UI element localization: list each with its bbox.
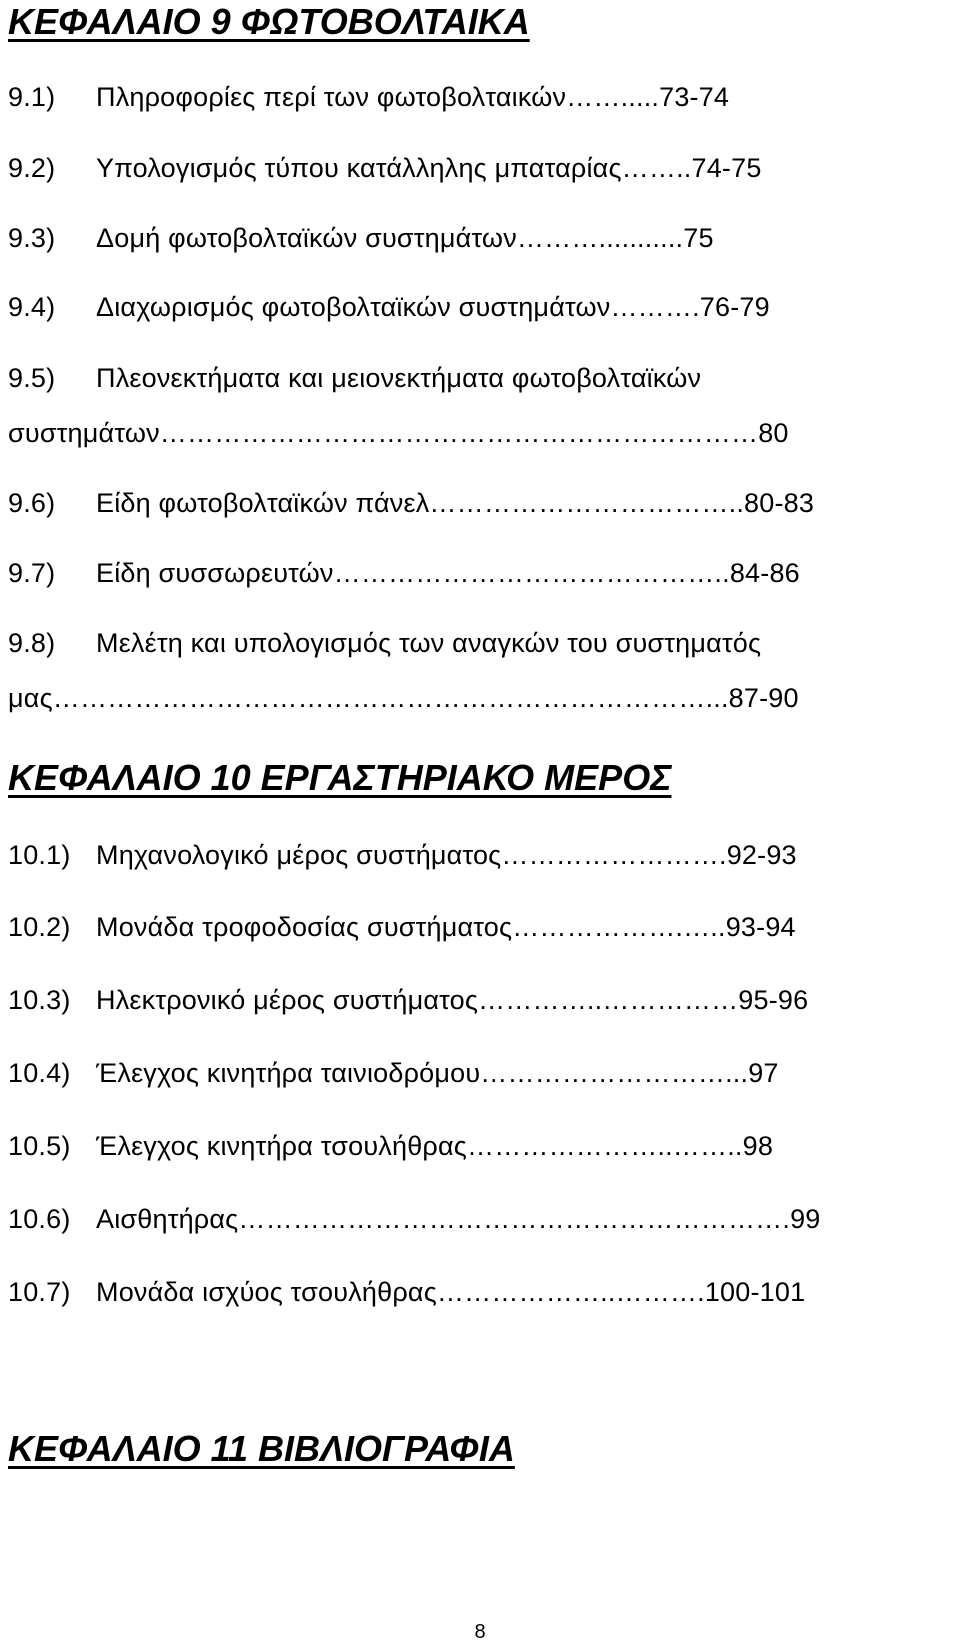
toc-entry-number: 10.2) [8,912,71,942]
toc-entry-text: Έλεγχος κινητήρα ταινιοδρόμου………………………...97 [96,1058,779,1088]
toc-entry-10-1 [8,842,797,869]
toc-entry-10-7 [8,1279,805,1306]
chapter-11-heading: ΚΕΦΑΛΑΙΟ 11 ΒΙΒΛΙΟΓΡΑΦΙΑ [8,1428,515,1469]
toc-entry-text: Δομή φωτοβολταϊκών συστημάτων………...........75 [96,223,714,253]
toc-entry-text: Είδη φωτοβολταϊκών πάνελ……………………………..80-83 [96,488,815,518]
toc-entry-number: 9.6) [8,488,56,518]
toc-entry-number: 10.5) [8,1131,71,1161]
page-number: 8 [474,1621,486,1643]
toc-entry-9-2 [8,155,762,182]
toc-entry-9-8-continuation: μας………………………………………………………………...87-90 [8,683,799,713]
toc-entry-text: Μηχανολογικό μέρος συστήματος…………………….92-93 [96,840,797,870]
chapter-10-heading: ΚΕΦΑΛΑΙΟ 10 ΕΡΓΑΣΤΗΡΙΑΚΟ ΜΕΡΟΣ [8,757,672,798]
toc-entry-10-3 [8,987,808,1014]
toc-entry-9-6 [8,490,814,517]
toc-entry-number: 9.5) [8,363,56,393]
toc-entry-number: 10.3) [8,985,71,1015]
toc-entry-text: Αισθητήρας…………………………………………………….99 [96,1204,821,1234]
toc-entry-9-4 [8,294,770,321]
toc-entry-number: 9.3) [8,223,56,253]
toc-entry-text: Υπολογισμός τύπου κατάλληλης μπαταρίας……..74-75 [96,153,762,183]
toc-entry-number: 9.2) [8,153,56,183]
toc-entry-10-6 [8,1206,821,1233]
toc-entry-10-2 [8,914,796,941]
toc-entry-number: 9.4) [8,292,56,322]
toc-entry-9-1 [8,84,729,111]
toc-entry-number: 9.8) [8,628,56,658]
toc-entry-number: 10.1) [8,840,71,870]
toc-entry-text: Μονάδα ισχύος τσουλήθρας………………..……….100-101 [96,1277,806,1307]
chapter-9-heading: ΚΕΦΑΛΑΙΟ 9 ΦΩΤΟΒΟΛΤΑΙΚΑ [8,1,530,42]
toc-entry-10-5 [8,1133,773,1160]
toc-entry-text: Ηλεκτρονικό μέρος συστήματος…………..……………95-96 [96,985,809,1015]
toc-entry-text: Μονάδα τροφοδοσίας συστήματος……………….…..93-94 [96,912,796,942]
toc-entry-9-7 [8,560,800,587]
toc-entry-10-4 [8,1060,779,1087]
toc-entry-text: Πλεονεκτήματα και μειονεκτήματα φωτοβολταϊκών [96,363,702,393]
toc-entry-number: 10.4) [8,1058,71,1088]
toc-entry-text: Έλεγχος κινητήρα τσουλήθρας…………………..……..98 [96,1131,774,1161]
toc-entry-number: 9.7) [8,558,56,588]
toc-entry-9-5 [8,365,701,392]
toc-entry-9-3 [8,225,714,252]
toc-entry-text: Διαχωρισμός φωτοβολταϊκών συστημάτων……….76-79 [96,292,770,322]
toc-entry-number: 9.1) [8,82,56,112]
toc-entry-9-5-continuation: συστημάτων…………………………………………………………80 [8,418,789,448]
toc-entry-number: 10.7) [8,1277,71,1307]
toc-entry-number: 10.6) [8,1204,71,1234]
toc-entry-9-8 [8,630,761,657]
toc-entry-text: Μελέτη και υπολογισμός των αναγκών του συστηματός [96,628,762,658]
toc-entry-text: Πληροφορίες περί των φωτοβολταικών…….....73-74 [96,82,730,112]
toc-entry-text: Είδη συσσωρευτών……………………………………..84-86 [96,558,800,588]
